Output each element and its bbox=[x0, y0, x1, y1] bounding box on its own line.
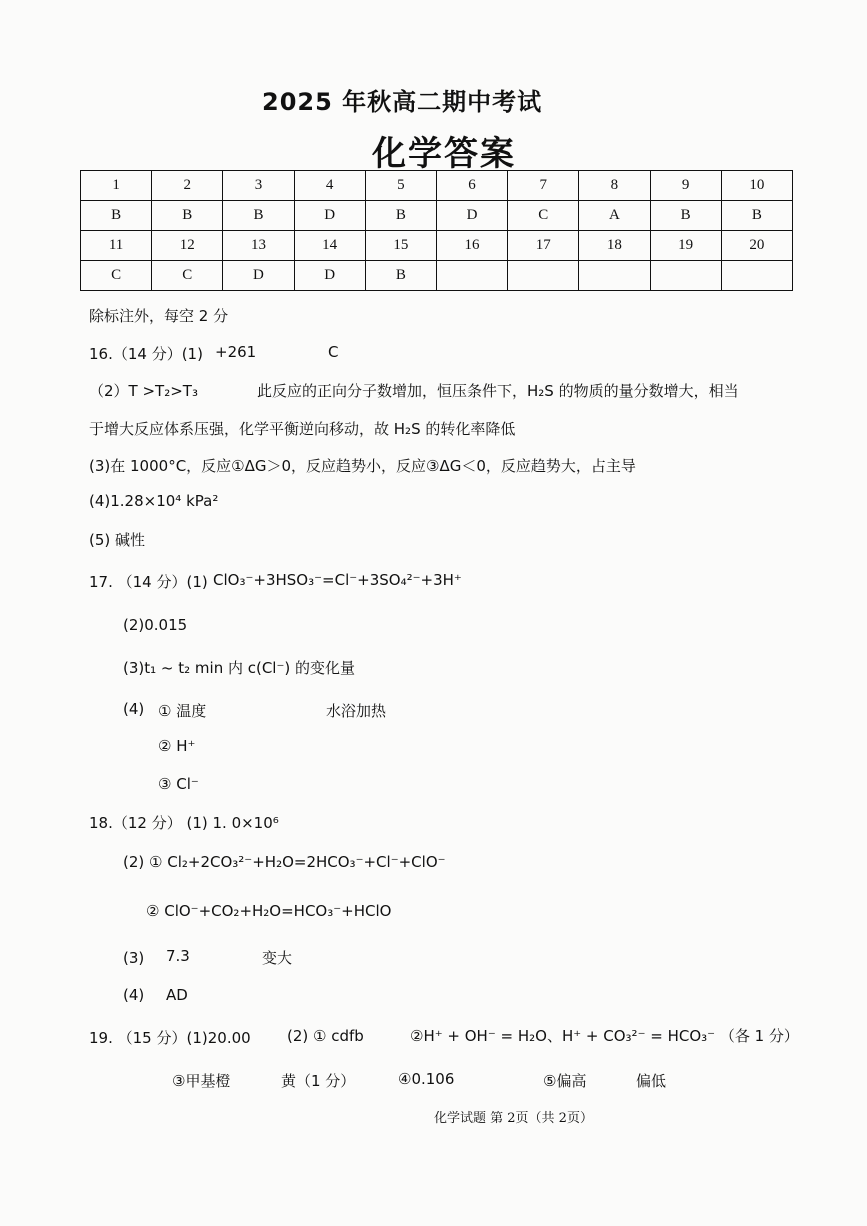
answer-table-cell: D bbox=[294, 201, 365, 231]
q18-part3-label: (3) bbox=[123, 949, 145, 967]
answer-table-cell: B bbox=[223, 201, 294, 231]
answer-table-cell: 6 bbox=[436, 171, 507, 201]
answer-table-cell: 2 bbox=[152, 171, 223, 201]
q19-part3d: ⑤偏高 bbox=[543, 1072, 587, 1090]
q18-head: 18.（12 分） (1) 1. 0×10⁶ bbox=[89, 814, 279, 832]
answer-table-cell: D bbox=[436, 201, 507, 231]
answer-table-cell: B bbox=[365, 261, 436, 291]
answer-table-cell: 15 bbox=[365, 231, 436, 261]
answer-table-row bbox=[81, 231, 793, 261]
answer-table-cell: 20 bbox=[721, 231, 792, 261]
q19-part3: ③甲基橙 bbox=[172, 1072, 231, 1090]
answer-table-cell: B bbox=[152, 201, 223, 231]
subject-title: 化学答案 bbox=[372, 134, 516, 174]
q17-part4-3: ③ Cl⁻ bbox=[158, 775, 199, 793]
exam-title: 2025 年秋高二期中考试 bbox=[262, 88, 543, 116]
scoring-note: 除标注外，每空 2 分 bbox=[89, 307, 229, 325]
answer-table-cell: B bbox=[365, 201, 436, 231]
answer-table-cell: 4 bbox=[294, 171, 365, 201]
q16-part2-text2: 于增大反应体系压强，化学平衡逆向移动，故 H₂S 的转化率降低 bbox=[89, 420, 516, 438]
answer-table-cell: D bbox=[223, 261, 294, 291]
q19-part3e: 偏低 bbox=[636, 1072, 667, 1090]
q17-part4-1b: 水浴加热 bbox=[326, 702, 387, 720]
q18-part3-a: 7.3 bbox=[166, 947, 190, 965]
q19-part2: (2) ① cdfb bbox=[287, 1027, 364, 1045]
q19-part3c: ④0.106 bbox=[398, 1070, 455, 1088]
answer-table-cell: 3 bbox=[223, 171, 294, 201]
q17-part2: (2)0.015 bbox=[123, 616, 188, 634]
answer-table-cell: 12 bbox=[152, 231, 223, 261]
answer-table-cell: 10 bbox=[721, 171, 792, 201]
answer-table-cell: 16 bbox=[436, 231, 507, 261]
answer-table-row bbox=[81, 201, 793, 231]
answer-table-cell bbox=[721, 261, 792, 291]
q17-equation: ClO₃⁻+3HSO₃⁻=Cl⁻+3SO₄²⁻+3H⁺ bbox=[213, 571, 462, 589]
answer-table-cell: 5 bbox=[365, 171, 436, 201]
answer-table-cell bbox=[508, 261, 579, 291]
q17-head: 17. （14 分）(1) bbox=[89, 573, 208, 591]
q16-part2-head: （2）T >T₂>T₃ bbox=[89, 382, 198, 400]
answer-table-cell: 14 bbox=[294, 231, 365, 261]
answer-table-cell: A bbox=[579, 201, 650, 231]
q18-part3-b: 变大 bbox=[262, 949, 293, 967]
q19-head: 19. （15 分）(1)20.00 bbox=[89, 1029, 251, 1047]
answer-table-cell: 11 bbox=[81, 231, 152, 261]
answer-table-cell: C bbox=[508, 201, 579, 231]
q16-part3: (3)在 1000°C，反应①ΔG＞0，反应趋势小，反应③ΔG＜0，反应趋势大，占主导 bbox=[89, 457, 636, 475]
q19-part3b: 黄（1 分） bbox=[281, 1072, 356, 1090]
answer-table-cell bbox=[579, 261, 650, 291]
q18-part2-2: ② ClO⁻+CO₂+H₂O=HCO₃⁻+HClO bbox=[146, 902, 392, 920]
page-footer: 化学试题 第 2页（共 2页） bbox=[434, 1111, 593, 1126]
answer-table-row bbox=[81, 171, 793, 201]
q18-part2-1: (2) ① Cl₂+2CO₃²⁻+H₂O=2HCO₃⁻+Cl⁻+ClO⁻ bbox=[123, 853, 446, 871]
q18-part4-label: (4) bbox=[123, 986, 145, 1004]
answer-table-cell: 7 bbox=[508, 171, 579, 201]
q18-part4-a: AD bbox=[166, 986, 188, 1004]
answer-table-cell: D bbox=[294, 261, 365, 291]
q17-part4-1: ① 温度 bbox=[158, 702, 207, 720]
q16-answer-1a: +261 bbox=[215, 343, 257, 361]
q17-part4-label: (4) bbox=[123, 700, 145, 718]
q16-part4: (4)1.28×10⁴ kPa² bbox=[89, 492, 219, 510]
answer-table-cell: 17 bbox=[508, 231, 579, 261]
answer-table-cell: 13 bbox=[223, 231, 294, 261]
answer-table bbox=[80, 170, 793, 291]
q16-part5: (5) 碱性 bbox=[89, 531, 146, 549]
answer-table-cell: 19 bbox=[650, 231, 721, 261]
answer-table-cell: 8 bbox=[579, 171, 650, 201]
answer-table-cell: 9 bbox=[650, 171, 721, 201]
answer-table-cell: B bbox=[650, 201, 721, 231]
q16-answer-1b: C bbox=[328, 343, 339, 361]
q17-part4-2: ② H⁺ bbox=[158, 737, 196, 755]
q16-head: 16.（14 分）(1) bbox=[89, 345, 203, 363]
answer-table-cell bbox=[650, 261, 721, 291]
answer-table-cell: B bbox=[81, 201, 152, 231]
q16-part2-text: 此反应的正向分子数增加，恒压条件下，H₂S 的物质的量分数增大，相当 bbox=[257, 382, 739, 400]
answer-table-cell: 18 bbox=[579, 231, 650, 261]
answer-table-cell: 1 bbox=[81, 171, 152, 201]
answer-table-cell: C bbox=[152, 261, 223, 291]
q19-part2b: ②H⁺ + OH⁻ = H₂O、H⁺ + CO₃²⁻ = HCO₃⁻ （各 1 分） bbox=[410, 1027, 799, 1045]
answer-table-row bbox=[81, 261, 793, 291]
answer-table-cell: C bbox=[81, 261, 152, 291]
answer-table-cell: B bbox=[721, 201, 792, 231]
q17-part3: (3)t₁ ~ t₂ min 内 c(Cl⁻) 的变化量 bbox=[123, 659, 356, 677]
answer-table-cell bbox=[436, 261, 507, 291]
